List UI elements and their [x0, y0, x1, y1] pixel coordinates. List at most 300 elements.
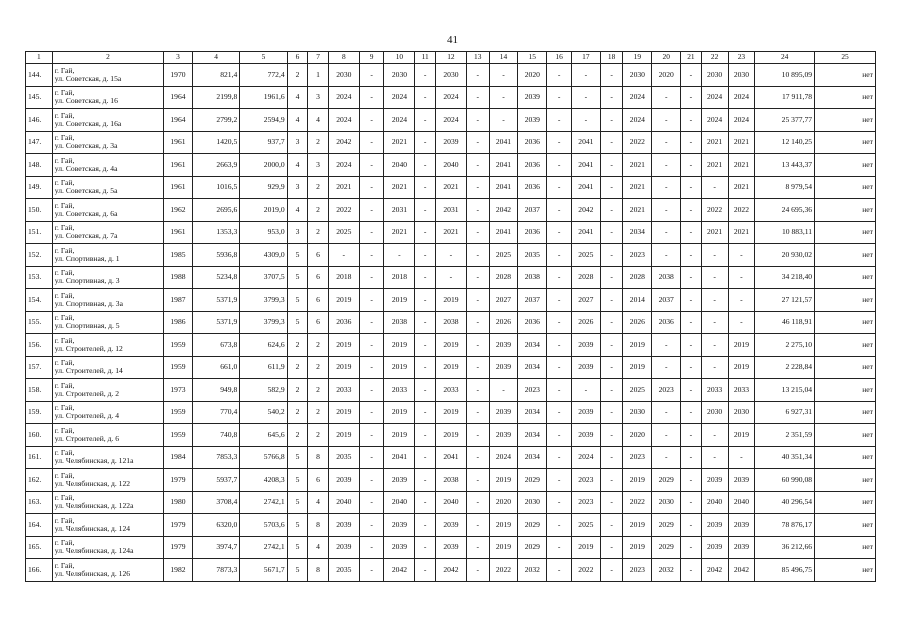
table-cell: - — [547, 131, 572, 154]
table-row — [26, 64, 876, 87]
table-cell: - — [466, 86, 489, 109]
address-cell — [52, 244, 163, 267]
table-cell: - — [489, 64, 518, 87]
table-cell: 2039 — [435, 131, 466, 154]
table-cell: - — [600, 86, 623, 109]
table-cell: 645,6 — [240, 424, 287, 447]
table-cell: - — [681, 401, 702, 424]
table-cell: - — [701, 311, 728, 334]
table-cell: 2038 — [652, 266, 681, 289]
table-cell: 78 876,17 — [755, 514, 815, 537]
address-city: г. Гай, — [54, 335, 75, 345]
table-cell: 2 — [287, 334, 308, 357]
table-cell: - — [681, 64, 702, 87]
table-cell: 2041 — [489, 154, 518, 177]
table-cell: 2019 — [328, 424, 359, 447]
table-cell: 6 — [308, 244, 329, 267]
table-cell: 2041 — [571, 221, 600, 244]
table-cell: 8 — [308, 514, 329, 537]
table-cell: 2025 — [489, 244, 518, 267]
table-cell: 2039 — [728, 469, 755, 492]
table-cell: 1980 — [164, 491, 193, 514]
table-cell: - — [466, 311, 489, 334]
column-header: 22 — [701, 52, 728, 64]
table-cell: 1961 — [164, 221, 193, 244]
table-cell: 3708,4 — [192, 491, 239, 514]
table-cell: 2032 — [652, 559, 681, 582]
table-cell: 2039 — [328, 536, 359, 559]
table-cell: - — [701, 289, 728, 312]
table-cell: 2018 — [384, 266, 415, 289]
table-cell: 2035 — [518, 244, 547, 267]
table-row — [26, 266, 876, 289]
table-cell: - — [600, 154, 623, 177]
table-cell: 1982 — [164, 559, 193, 582]
address-cell — [52, 424, 163, 447]
address-city: г. Гай, — [54, 290, 75, 300]
table-cell: 2039 — [518, 109, 547, 132]
address-street: ул. Строителей, д. 2 — [54, 388, 120, 398]
table-cell: 3 — [308, 154, 329, 177]
address-street: ул. Спортивная, д. 5 — [54, 321, 120, 331]
address-city: г. Гай, — [54, 493, 75, 503]
table-cell: нет — [815, 469, 876, 492]
table-cell: - — [681, 131, 702, 154]
address-city: г. Гай, — [54, 515, 75, 525]
table-cell: нет — [815, 514, 876, 537]
table-cell: - — [359, 424, 384, 447]
table-cell: - — [681, 311, 702, 334]
table-cell: - — [701, 244, 728, 267]
table-cell: 2021 — [623, 176, 652, 199]
column-header: 15 — [518, 52, 547, 64]
table-cell: 2019 — [489, 469, 518, 492]
table-cell: 2021 — [728, 154, 755, 177]
table-cell: 2040 — [728, 491, 755, 514]
table-cell: - — [681, 221, 702, 244]
table-cell: 1979 — [164, 469, 193, 492]
table-cell: - — [415, 221, 436, 244]
table-row — [26, 469, 876, 492]
table-cell: 2019 — [435, 289, 466, 312]
address-city: г. Гай, — [54, 448, 75, 458]
address-city: г. Гай, — [54, 268, 75, 278]
row-number: 154. — [26, 289, 53, 312]
table-cell: - — [359, 221, 384, 244]
column-header: 10 — [384, 52, 415, 64]
table-cell: - — [728, 289, 755, 312]
address-cell — [52, 379, 163, 402]
table-cell: нет — [815, 424, 876, 447]
table-cell: 13 215,04 — [755, 379, 815, 402]
table-cell: 2042 — [435, 559, 466, 582]
table-cell: 1959 — [164, 356, 193, 379]
table-cell: 8 — [308, 446, 329, 469]
table-cell: 2040 — [435, 154, 466, 177]
table-cell: 2041 — [489, 176, 518, 199]
table-cell: - — [652, 154, 681, 177]
table-cell: 2025 — [571, 244, 600, 267]
table-cell: - — [466, 491, 489, 514]
table-cell: 1984 — [164, 446, 193, 469]
address-city: г. Гай, — [54, 313, 75, 323]
table-cell: нет — [815, 536, 876, 559]
table-cell: 1964 — [164, 109, 193, 132]
table-cell: 2029 — [518, 536, 547, 559]
table-cell: 5 — [287, 311, 308, 334]
table-cell: - — [681, 109, 702, 132]
table-cell: 2021 — [435, 221, 466, 244]
table-cell: 673,8 — [192, 334, 239, 357]
table-cell: 1961 — [164, 131, 193, 154]
address-city: г. Гай, — [54, 358, 75, 368]
table-cell: нет — [815, 491, 876, 514]
column-header: 18 — [600, 52, 623, 64]
table-cell: - — [466, 469, 489, 492]
row-number: 157. — [26, 356, 53, 379]
table-cell: 6320,0 — [192, 514, 239, 537]
table-cell: 2030 — [518, 491, 547, 514]
column-header: 4 — [192, 52, 239, 64]
table-cell: 953,0 — [240, 221, 287, 244]
table-cell: - — [415, 311, 436, 334]
table-row — [26, 289, 876, 312]
table-cell: 2039 — [571, 334, 600, 357]
table-cell: 2024 — [384, 86, 415, 109]
table-cell: 2019 — [384, 334, 415, 357]
address-street: ул. Спортивная, д. 3 — [54, 276, 120, 286]
table-cell: 24 695,36 — [755, 199, 815, 222]
table-cell: - — [600, 334, 623, 357]
table-cell: - — [466, 199, 489, 222]
table-cell: - — [681, 266, 702, 289]
table-cell: 2019 — [435, 401, 466, 424]
table-cell: - — [466, 244, 489, 267]
table-cell: 5 — [287, 536, 308, 559]
table-cell: 2 — [308, 221, 329, 244]
table-cell: - — [728, 446, 755, 469]
table-cell: 7873,3 — [192, 559, 239, 582]
table-cell: - — [600, 401, 623, 424]
table-cell: 3 — [287, 221, 308, 244]
table-cell: 2039 — [435, 536, 466, 559]
table-cell: - — [652, 109, 681, 132]
table-cell: 2039 — [489, 401, 518, 424]
table-cell: - — [359, 199, 384, 222]
table-cell: - — [415, 514, 436, 537]
address-city: г. Гай, — [54, 245, 75, 255]
table-row — [26, 514, 876, 537]
address-cell — [52, 154, 163, 177]
table-cell: 2023 — [571, 491, 600, 514]
table-cell: 8 979,54 — [755, 176, 815, 199]
table-cell: 6 927,31 — [755, 401, 815, 424]
column-header: 13 — [466, 52, 489, 64]
address-street: ул. Строителей, д. 4 — [54, 411, 120, 421]
table-cell: 2019 — [728, 424, 755, 447]
table-cell: - — [415, 559, 436, 582]
table-cell: 2039 — [435, 514, 466, 537]
table-cell: 5 — [287, 266, 308, 289]
table-cell: - — [466, 379, 489, 402]
address-cell — [52, 334, 163, 357]
table-cell: 2021 — [728, 131, 755, 154]
table-cell: 2029 — [652, 514, 681, 537]
table-cell: 2019 — [489, 514, 518, 537]
table-cell: нет — [815, 244, 876, 267]
table-cell: - — [701, 446, 728, 469]
table-cell: 2023 — [518, 379, 547, 402]
table-cell: 2034 — [623, 221, 652, 244]
row-number: 162. — [26, 469, 53, 492]
table-cell: - — [415, 424, 436, 447]
table-cell: 2041 — [435, 446, 466, 469]
table-row — [26, 379, 876, 402]
table-cell: 2695,6 — [192, 199, 239, 222]
table-cell: 40 296,54 — [755, 491, 815, 514]
table-cell: 2019 — [623, 469, 652, 492]
table-cell: - — [415, 491, 436, 514]
table-cell: 2019 — [435, 334, 466, 357]
table-cell: - — [600, 469, 623, 492]
table-cell: 2030 — [701, 401, 728, 424]
table-cell: 7853,3 — [192, 446, 239, 469]
row-number: 166. — [26, 559, 53, 582]
table-cell: 2035 — [328, 446, 359, 469]
table-cell: 2018 — [328, 266, 359, 289]
table-cell: 2199,8 — [192, 86, 239, 109]
table-cell: 2 — [308, 356, 329, 379]
table-cell: 2021 — [384, 221, 415, 244]
table-cell: - — [466, 64, 489, 87]
table-cell: нет — [815, 64, 876, 87]
table-cell: 2034 — [518, 334, 547, 357]
row-number: 160. — [26, 424, 53, 447]
table-header — [26, 52, 876, 64]
table-cell: - — [652, 356, 681, 379]
table-cell: - — [359, 559, 384, 582]
table-cell: 2033 — [728, 379, 755, 402]
table-cell: нет — [815, 401, 876, 424]
table-cell: 2024 — [623, 109, 652, 132]
table-body — [26, 64, 876, 582]
table-cell: 5 — [287, 491, 308, 514]
column-header: 9 — [359, 52, 384, 64]
table-cell: 5936,8 — [192, 244, 239, 267]
table-cell: 4 — [287, 154, 308, 177]
table-cell: 2039 — [489, 424, 518, 447]
address-street: ул. Советская, д. 5а — [54, 186, 118, 196]
address-street: ул. Спортивная, д. 1 — [54, 253, 120, 263]
table-cell: - — [652, 401, 681, 424]
table-cell: 2030 — [384, 64, 415, 87]
row-number: 150. — [26, 199, 53, 222]
table-cell: - — [681, 514, 702, 537]
table-cell: 2036 — [518, 221, 547, 244]
table-cell: 2041 — [489, 221, 518, 244]
table-cell: 5 — [287, 289, 308, 312]
table-cell: 2 228,84 — [755, 356, 815, 379]
table-cell: 2042 — [489, 199, 518, 222]
table-cell: 2033 — [435, 379, 466, 402]
table-cell: 10 883,11 — [755, 221, 815, 244]
table-cell: - — [701, 356, 728, 379]
table-cell: 2 — [308, 176, 329, 199]
table-cell: - — [466, 536, 489, 559]
table-cell: - — [547, 199, 572, 222]
table-cell: 2022 — [701, 199, 728, 222]
table-cell: 2027 — [489, 289, 518, 312]
table-cell: 2019 — [728, 334, 755, 357]
table-cell: 60 990,08 — [755, 469, 815, 492]
table-cell: - — [652, 131, 681, 154]
table-cell: 2024 — [623, 86, 652, 109]
table-cell: - — [489, 379, 518, 402]
row-number: 158. — [26, 379, 53, 402]
table-cell: 12 140,25 — [755, 131, 815, 154]
table-cell: - — [359, 86, 384, 109]
table-cell: нет — [815, 131, 876, 154]
address-cell — [52, 491, 163, 514]
table-cell: 2025 — [571, 514, 600, 537]
table-cell: - — [359, 401, 384, 424]
table-cell: - — [328, 244, 359, 267]
table-cell: - — [359, 131, 384, 154]
table-cell: - — [600, 446, 623, 469]
table-cell: - — [652, 199, 681, 222]
table-cell: 2 — [287, 424, 308, 447]
table-cell: 2029 — [652, 536, 681, 559]
address-street: ул. Советская, д. 6а — [54, 208, 118, 218]
table-cell: 2036 — [328, 311, 359, 334]
table-cell: - — [681, 469, 702, 492]
table-cell: 5371,9 — [192, 289, 239, 312]
table-row — [26, 491, 876, 514]
table-cell: - — [652, 176, 681, 199]
table-cell: - — [547, 446, 572, 469]
table-cell: 2019 — [328, 289, 359, 312]
table-cell: 2019 — [623, 514, 652, 537]
table-cell: - — [701, 176, 728, 199]
table-cell: 2039 — [571, 424, 600, 447]
table-cell: 2039 — [571, 401, 600, 424]
address-street: ул. Строителей, д. 12 — [54, 343, 123, 353]
table-cell: - — [359, 491, 384, 514]
address-street: ул. Челябинская, д. 124 — [54, 523, 131, 533]
table-cell: 2 — [287, 64, 308, 87]
table-cell: 661,0 — [192, 356, 239, 379]
table-cell: 2021 — [435, 176, 466, 199]
table-cell: 2023 — [571, 469, 600, 492]
table-cell: - — [681, 334, 702, 357]
table-row — [26, 244, 876, 267]
table-cell: 2021 — [701, 154, 728, 177]
address-cell — [52, 514, 163, 537]
table-row — [26, 401, 876, 424]
table-cell: - — [728, 311, 755, 334]
table-cell: 3799,3 — [240, 289, 287, 312]
table-cell: 46 118,91 — [755, 311, 815, 334]
table-row — [26, 536, 876, 559]
table-cell: 540,2 — [240, 401, 287, 424]
table-cell: 20 930,02 — [755, 244, 815, 267]
row-number: 152. — [26, 244, 53, 267]
table-cell: 2019,0 — [240, 199, 287, 222]
table-cell: - — [489, 109, 518, 132]
table-cell: 2 — [308, 334, 329, 357]
table-cell: 4208,3 — [240, 469, 287, 492]
table-cell: 949,8 — [192, 379, 239, 402]
table-cell: - — [415, 64, 436, 87]
table-row — [26, 154, 876, 177]
table-cell: - — [359, 109, 384, 132]
table-cell: 2742,1 — [240, 536, 287, 559]
table-cell: 2037 — [652, 289, 681, 312]
table-cell: - — [415, 401, 436, 424]
table-cell: - — [701, 266, 728, 289]
table-cell: 3974,7 — [192, 536, 239, 559]
table-cell: 2742,1 — [240, 491, 287, 514]
address-cell — [52, 86, 163, 109]
table-cell: 2030 — [728, 401, 755, 424]
table-cell: 27 121,57 — [755, 289, 815, 312]
table-cell: - — [701, 334, 728, 357]
address-cell — [52, 446, 163, 469]
table-cell: 2 — [308, 401, 329, 424]
table-cell: 2021 — [328, 176, 359, 199]
table-cell: 1 — [308, 64, 329, 87]
table-cell: 6 — [308, 289, 329, 312]
address-city: г. Гай, — [54, 560, 75, 570]
table-cell: 2019 — [623, 536, 652, 559]
table-cell: - — [415, 154, 436, 177]
table-cell: 2 — [287, 379, 308, 402]
address-city: г. Гай, — [54, 380, 75, 390]
address-cell — [52, 109, 163, 132]
table-cell: 5 — [287, 469, 308, 492]
table-cell: - — [652, 244, 681, 267]
table-cell: - — [571, 379, 600, 402]
table-cell: 5 — [287, 514, 308, 537]
table-cell: - — [415, 131, 436, 154]
table-cell: 4 — [308, 109, 329, 132]
table-cell: 2036 — [518, 154, 547, 177]
table-cell: 2031 — [384, 199, 415, 222]
table-cell: - — [547, 401, 572, 424]
table-cell: 2030 — [328, 64, 359, 87]
table-cell: 929,9 — [240, 176, 287, 199]
table-cell: 2019 — [328, 334, 359, 357]
table-cell: - — [547, 334, 572, 357]
table-cell: 2037 — [518, 289, 547, 312]
table-cell: - — [466, 401, 489, 424]
address-city: г. Гай, — [54, 470, 75, 480]
table-cell: - — [359, 289, 384, 312]
table-cell: 2028 — [489, 266, 518, 289]
table-cell: - — [359, 469, 384, 492]
address-street: ул. Советская, д. 7а — [54, 231, 118, 241]
table-cell: - — [466, 424, 489, 447]
table-cell: 2024 — [701, 109, 728, 132]
table-cell: нет — [815, 154, 876, 177]
table-cell: 1979 — [164, 514, 193, 537]
row-number: 161. — [26, 446, 53, 469]
table-cell: - — [681, 379, 702, 402]
table-cell: 1987 — [164, 289, 193, 312]
table-cell: - — [466, 109, 489, 132]
table-cell: 2041 — [571, 176, 600, 199]
table-cell: - — [600, 379, 623, 402]
